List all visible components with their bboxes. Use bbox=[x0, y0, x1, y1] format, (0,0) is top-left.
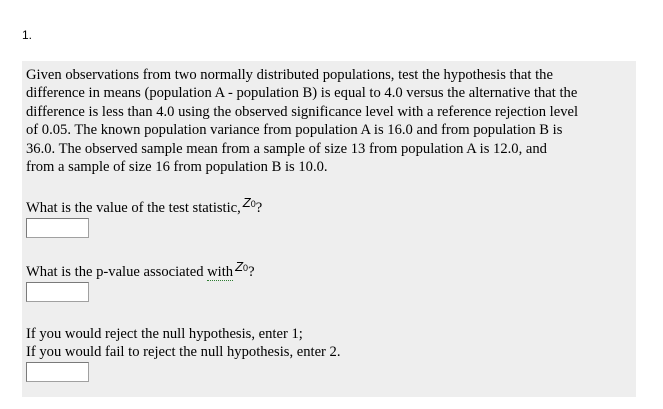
prompt-line: difference is less than 4.0 using the observed significance level with a reference rejection level bbox=[26, 103, 579, 120]
test-statistic-label: What is the value of the test statistic, bbox=[26, 200, 241, 216]
p-value-label: What is the p-value associated bbox=[26, 264, 208, 280]
prompt-line: difference in means (population A - population B) is equal to 4.0 versus the alternative that the bbox=[26, 85, 578, 102]
decision-input[interactable] bbox=[26, 362, 89, 382]
z0-symbol: Z0 bbox=[242, 195, 256, 210]
fail-to-reject-instruction: If you would fail to reject the null hypothesis, enter 2. bbox=[26, 344, 341, 360]
question-mark: ? bbox=[255, 200, 263, 216]
reject-instruction: If you would reject the null hypothesis, enter 1; bbox=[26, 326, 303, 342]
spellcheck-underlined-word: with bbox=[207, 264, 234, 280]
p-value-input[interactable] bbox=[26, 282, 89, 302]
question-number: 1. bbox=[22, 28, 33, 42]
prompt-line: Given observations from two normally distributed populations, test the hypothesis that the bbox=[26, 67, 553, 83]
p-value-question bbox=[26, 259, 255, 282]
prompt-line: of 0.05. The known population variance from population A is 16.0 and from population B is bbox=[26, 122, 563, 139]
test-statistic-input[interactable] bbox=[26, 218, 89, 238]
test-statistic-question bbox=[26, 195, 263, 218]
prompt-line: 36.0. The observed sample mean from a sample of size 13 from population A is 12.0, and bbox=[26, 140, 547, 157]
z0-symbol: Z0 bbox=[235, 259, 249, 274]
question-prompt bbox=[26, 66, 578, 176]
question-mark: ? bbox=[248, 264, 255, 280]
prompt-line: from a sample of size 16 from population B is 10.0. bbox=[26, 159, 328, 176]
